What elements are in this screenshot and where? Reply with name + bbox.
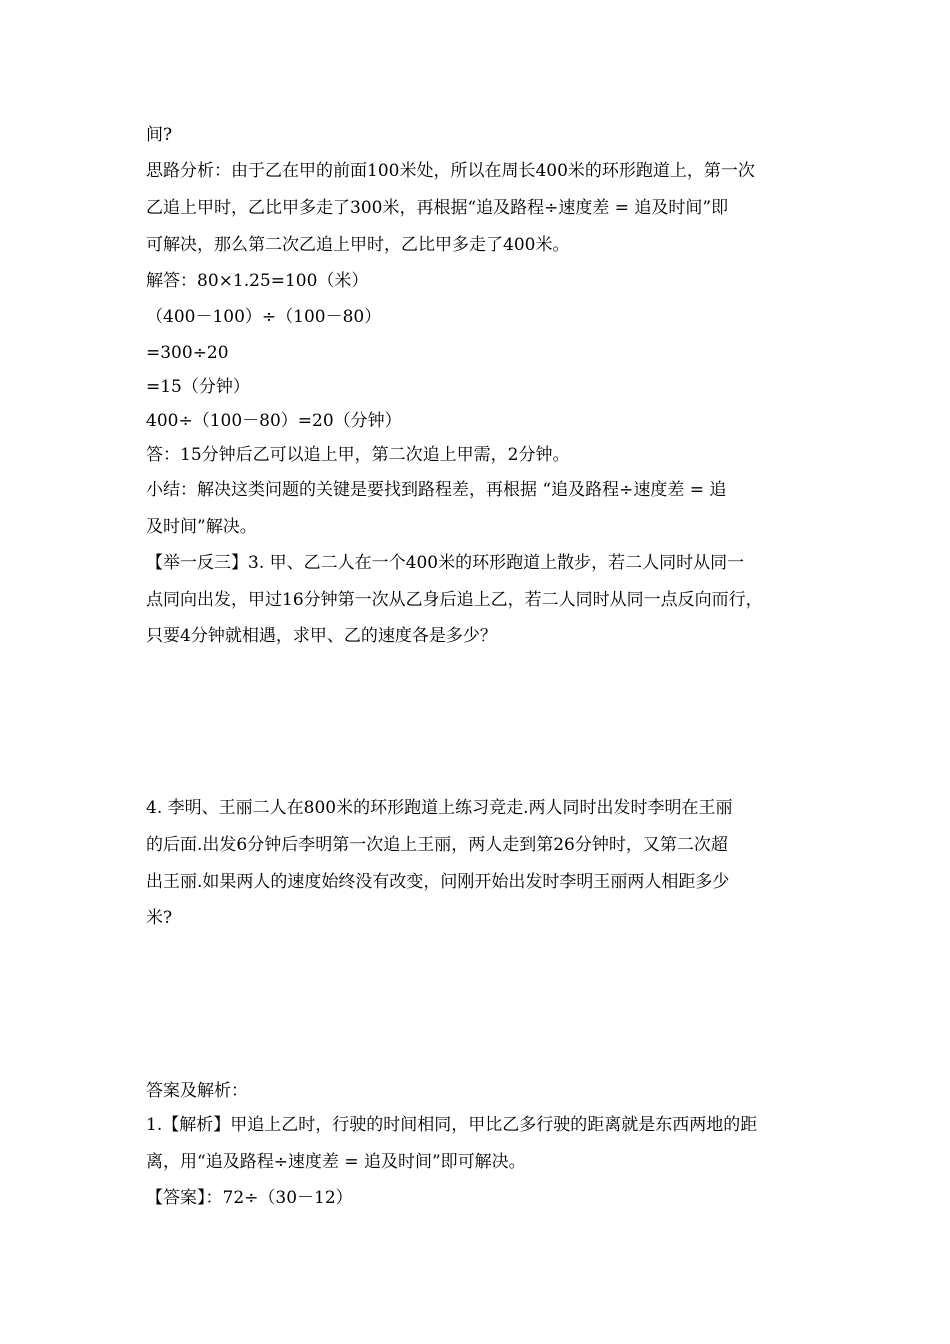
analysis-line: 乙追上甲时，乙比甲多走了300米，再根据“追及路程÷速度差 = 追及时间”即 (146, 198, 729, 218)
solution-line: （400－100）÷（100－80） (146, 307, 382, 327)
solution-line: =300÷20 (146, 343, 229, 363)
exercise-3-line: 只要4分钟就相遇，求甲、乙的速度各是多少？ (146, 626, 497, 646)
exercise-3-line: 点同向出发，甲过16分钟第一次从乙身后追上乙，若二人同时从同一点反向而行， (146, 590, 763, 610)
exercise-3-line: 【举一反三】3. 甲、乙二人在一个400米的环形跑道上散步，若二人同时从同一 (146, 553, 745, 573)
answer-1-explanation-line: 离，用“追及路程÷速度差 = 追及时间”即可解决。 (146, 1152, 526, 1172)
text-line: 间? (146, 125, 173, 145)
solution-line: =15（分钟） (146, 377, 250, 397)
exercise-4-line: 的后面.出发6分钟后李明第一次追上王丽，两人走到第26分钟时，又第二次超 (146, 835, 728, 855)
solution-line: 400÷（100－80）=20（分钟） (146, 411, 402, 431)
answer-1-line: 【答案】：72÷（30－12） (146, 1188, 353, 1208)
solution-line: 解答：80×1.25=100（米） (146, 271, 369, 291)
summary-line: 及时间”解决。 (146, 517, 257, 537)
analysis-line: 可解决，那么第二次乙追上甲时，乙比甲多走了400米。 (146, 235, 570, 255)
answer-line: 答：15分钟后乙可以追上甲，第二次追上甲需，2分钟。 (146, 445, 570, 465)
exercise-4-line: 米? (146, 908, 173, 928)
analysis-line: 思路分析：由于乙在甲的前面100米处，所以在周长400米的环形跑道上，第一次 (146, 161, 755, 181)
answers-heading: 答案及解析： (146, 1081, 248, 1101)
summary-line: 小结：解决这类问题的关键是要找到路程差，再根据 “追及路程÷速度差 = 追 (146, 480, 727, 500)
exercise-4-line: 4. 李明、王丽二人在800米的环形跑道上练习竞走.两人同时出发时李明在王丽 (146, 798, 733, 818)
exercise-4-line: 出王丽.如果两人的速度始终没有改变，问刚开始出发时李明王丽两人相距多少 (146, 872, 730, 892)
answer-1-explanation-line: 1.【解析】甲追上乙时，行驶的时间相同，甲比乙多行驶的距离就是东西两地的距 (146, 1115, 758, 1135)
